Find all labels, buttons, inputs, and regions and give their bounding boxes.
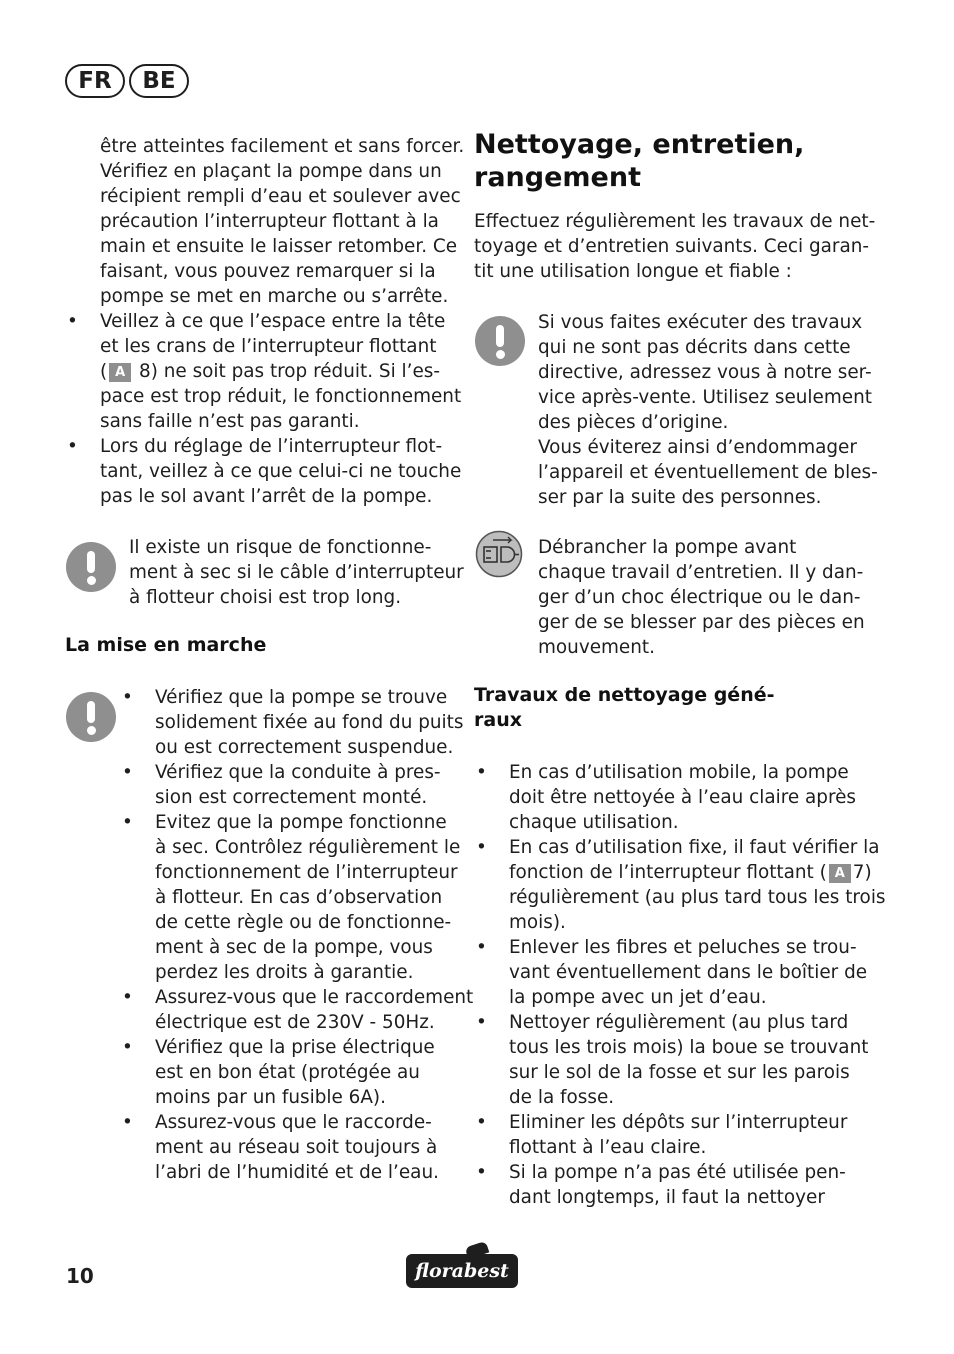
text-line xyxy=(509,860,874,885)
list-item xyxy=(120,810,460,985)
text-fragment: 7) xyxy=(852,862,872,883)
list-item xyxy=(120,685,464,760)
unplug-warning-text xyxy=(538,535,868,660)
text-line: • Veillez à ce que l’espace entre la tête xyxy=(100,311,446,332)
heading-line: rangement xyxy=(474,162,641,193)
text-line: ment à sec si le câble d’interrupteur xyxy=(129,562,464,583)
text-line: ou est correctement suspendue. xyxy=(155,737,454,758)
text-line: l’appareil et éventuellement de bles- xyxy=(538,462,878,483)
text-line: Vous éviterez ainsi d’endommager xyxy=(538,437,857,458)
text-line: perdez les droits à garantie. xyxy=(155,962,414,983)
list-item xyxy=(120,1035,460,1110)
section-heading-start: La mise en marche xyxy=(65,634,267,656)
warning-repairs-text xyxy=(538,310,878,510)
text-line: tous les trois mois) la boue se trouvant xyxy=(509,1037,869,1058)
text-line: tant, veillez à ce que celui-ci ne touche xyxy=(100,461,462,482)
unplug-icon xyxy=(475,530,523,578)
text-line: mois). xyxy=(509,912,566,933)
text-line: solidement fixée au fond du puits xyxy=(155,712,464,733)
text-line: ment à sec de la pompe, vous xyxy=(155,937,433,958)
leaf-icon xyxy=(465,1241,490,1259)
text-line: • En cas d’utilisation fixe, il faut vérifier la xyxy=(509,837,880,858)
text-line: Si vous faites exécuter des travaux xyxy=(538,312,863,333)
list-item xyxy=(120,985,474,1035)
text-line: ser par la suite des personnes. xyxy=(538,487,822,508)
warning-dry-run-text xyxy=(129,535,464,610)
text-line: • Eliminer les dépôts sur l’interrupteur xyxy=(509,1112,848,1133)
text-line: des pièces d’origine. xyxy=(538,412,729,433)
warning-icon xyxy=(66,542,116,592)
list-item xyxy=(474,835,886,935)
text-line: et les crans de l’interrupteur flottant xyxy=(100,336,437,357)
cleaning-list xyxy=(474,760,886,1210)
text-line: • Vérifiez que la pompe se trouve xyxy=(155,687,448,708)
maintenance-intro xyxy=(474,209,874,284)
text-line: • Enlever les fibres et peluches se trou- xyxy=(509,937,857,958)
text-line: • Vérifiez que la conduite à pres- xyxy=(155,762,441,783)
text-line: • Lors du réglage de l’interrupteur flot- xyxy=(100,436,443,457)
list-item xyxy=(474,935,874,1010)
text-line: ger de se blesser par des pièces en xyxy=(538,612,865,633)
section-heading-maintenance xyxy=(474,128,804,194)
text-fragment: 8) ne soit pas trop réduit. Si l’es- xyxy=(133,361,441,382)
warning-icon xyxy=(66,692,116,742)
list-item xyxy=(474,1160,874,1210)
list-item xyxy=(120,1110,460,1185)
language-badge-fr: FR xyxy=(65,64,125,98)
text-line: à sec. Contrôlez régulièrement le xyxy=(155,837,461,858)
text-line: de la fosse. xyxy=(509,1087,615,1108)
text-line: tit une utilisation longue et fiable : xyxy=(474,261,792,282)
text-line: Vérifiez en plaçant la pompe dans un xyxy=(100,161,442,182)
text-line: sans faille n’est pas garanti. xyxy=(100,411,360,432)
text-line: sion est correctement monté. xyxy=(155,787,428,808)
text-line: • Vérifiez que la prise électrique xyxy=(155,1037,435,1058)
figure-a-badge: A xyxy=(829,864,851,883)
text-fragment: ( xyxy=(100,361,108,382)
text-line: Il existe un risque de fonctionne- xyxy=(129,537,432,558)
text-line: chaque travail d’entretien. Il y dan- xyxy=(538,562,864,583)
text-line: flottant à l’eau claire. xyxy=(509,1137,707,1158)
heading-line: Nettoyage, entretien, xyxy=(474,129,805,160)
text-line: • Nettoyer régulièrement (au plus tard xyxy=(509,1012,849,1033)
text-line: dant longtemps, il faut la nettoyer xyxy=(509,1187,825,1208)
text-line: être atteintes facilement et sans forcer. xyxy=(100,136,465,157)
text-line: l’abri de l’humidité et de l’eau. xyxy=(155,1162,439,1183)
text-fragment: fonction de l’interrupteur flottant ( xyxy=(509,862,827,883)
text-line: • Evitez que la pompe fonctionne xyxy=(155,812,447,833)
text-line: ment au réseau soit toujours à xyxy=(155,1137,438,1158)
text-line: directive, adressez vous à notre ser- xyxy=(538,362,872,383)
intro-paragraph xyxy=(65,134,465,309)
text-line: moins par un fusible 6A). xyxy=(155,1087,386,1108)
bullet-spacing xyxy=(65,309,462,434)
text-line: est en bon état (protégée au xyxy=(155,1062,420,1083)
text-line: régulièrement (au plus tard tous les trois xyxy=(509,887,886,908)
figure-a-badge: A xyxy=(109,363,131,382)
bullet-adjustment xyxy=(65,434,462,509)
list-item xyxy=(474,1010,874,1110)
warning-icon xyxy=(475,316,525,366)
heading-line: Travaux de nettoyage géné- xyxy=(474,684,775,706)
left-column xyxy=(65,134,465,509)
text-line: faisant, vous pouvez remarquer si la xyxy=(100,261,436,282)
text-line: • Assurez-vous que le raccorde- xyxy=(155,1112,432,1133)
text-line: pas le sol avant l’arrêt de la pompe. xyxy=(100,486,433,507)
text-line: ger d’un choc électrique ou le dan- xyxy=(538,587,861,608)
text-line: fonctionnement de l’interrupteur xyxy=(155,862,458,883)
text-line: la pompe avec un jet d’eau. xyxy=(509,987,767,1008)
text-line: précaution l’interrupteur flottant à la xyxy=(100,211,439,232)
logo-text: florabest xyxy=(415,1260,509,1282)
text-line xyxy=(100,359,455,384)
heading-line: raux xyxy=(474,709,522,731)
text-line: à flotteur choisi est trop long. xyxy=(129,587,402,608)
list-item xyxy=(120,760,460,810)
section-heading-cleaning xyxy=(474,683,874,733)
text-line: Effectuez régulièrement les travaux de net- xyxy=(474,211,876,232)
start-checklist xyxy=(120,685,474,1185)
text-line: pompe se met en marche ou s’arrête. xyxy=(100,286,449,307)
text-line: sur le sol de la fosse et sur les parois xyxy=(509,1062,850,1083)
text-line: • En cas d’utilisation mobile, la pompe xyxy=(509,762,849,783)
text-line: mouvement. xyxy=(538,637,655,658)
text-line: main et ensuite le laisser retomber. Ce xyxy=(100,236,458,257)
text-line: à flotteur. En cas d’observation xyxy=(155,887,443,908)
text-line: doit être nettoyée à l’eau claire après xyxy=(509,787,857,808)
text-line: chaque utilisation. xyxy=(509,812,679,833)
text-line: qui ne sont pas décrits dans cette xyxy=(538,337,851,358)
list-item xyxy=(474,1110,874,1160)
language-badge-be: BE xyxy=(129,64,189,98)
text-line: de cette règle ou de fonctionne- xyxy=(155,912,452,933)
text-line: vant éventuellement dans le boîtier de xyxy=(509,962,868,983)
text-line: • Si la pompe n’a pas été utilisée pen- xyxy=(509,1162,846,1183)
list-item xyxy=(474,760,874,835)
text-line: récipient rempli d’eau et soulever avec xyxy=(100,186,461,207)
text-line: toyage et d’entretien suivants. Ceci garan- xyxy=(474,236,870,257)
florabest-logo xyxy=(406,1254,518,1288)
text-line: pace est trop réduit, le fonctionnement xyxy=(100,386,462,407)
text-line: • Assurez-vous que le raccordement xyxy=(155,987,474,1008)
text-line: électrique est de 230V - 50Hz. xyxy=(155,1012,435,1033)
text-line: vice après-vente. Utilisez seulement xyxy=(538,387,872,408)
text-line: Débrancher la pompe avant xyxy=(538,537,797,558)
page-number: 10 xyxy=(66,1264,94,1288)
